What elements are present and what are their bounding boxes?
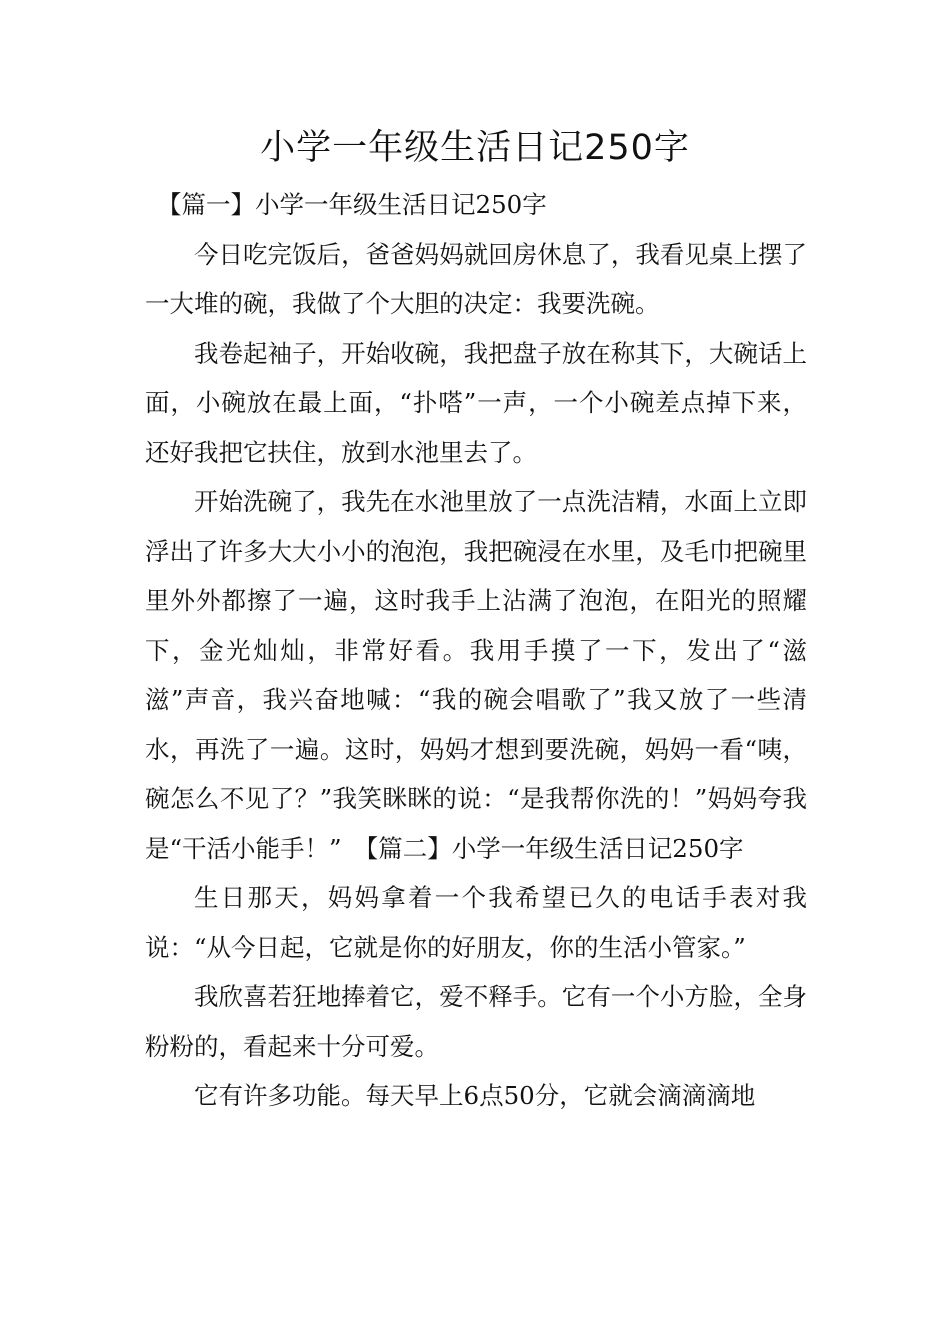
paragraph: 它有许多功能。每天早上6点50分，它就会滴滴滴地 — [194, 1081, 756, 1110]
paragraph: 开始洗碗了，我先在水池里放了一点洗洁精，水面上立即浮出了许多大大小小的泡泡，我把碗浸在水里，及毛巾把碗里里外外都擦了一遍，这时我手上沾满了泡泡，在阳光的照耀下，金光灿灿，非常好看。我用手摸了一下，发出了“滋滋”声音，我兴奋地喊：“我的碗会唱歌了”我又放了一些清水，再洗了一遍。这时，妈妈才想到要洗碗，妈妈一看“咦，碗怎么不见了？”我笑眯眯的说：“是我帮你洗的！”妈妈夸我是“干活小能手！” 【篇二】小学一年级生活日记250字 — [145, 487, 807, 863]
paragraph: 生日那天，妈妈拿着一个我希望已久的电话手表对我说：“从今日起，它就是你的好朋友，你的生活小管家。” — [145, 883, 807, 962]
paragraph: 我欣喜若狂地捧着它，爱不释手。它有一个小方脸，全身粉粉的，看起来十分可爱。 — [145, 982, 807, 1061]
paragraph: 今日吃完饭后，爸爸妈妈就回房休息了，我看见桌上摆了一大堆的碗，我做了个大胆的决定：我要洗碗。 — [145, 239, 807, 318]
section-heading-1: 【篇一】小学一年级生活日记250字 — [157, 190, 547, 219]
paragraph: 我卷起袖子，开始收碗，我把盘子放在称其下，大碗话上面，小碗放在最上面，“扑嗒”一声，一个小碗差点掉下来，还好我把它扶住，放到水池里去了。 — [145, 338, 807, 467]
document-title: 小学一年级生活日记250字 — [260, 128, 690, 168]
document-body — [145, 180, 807, 1121]
